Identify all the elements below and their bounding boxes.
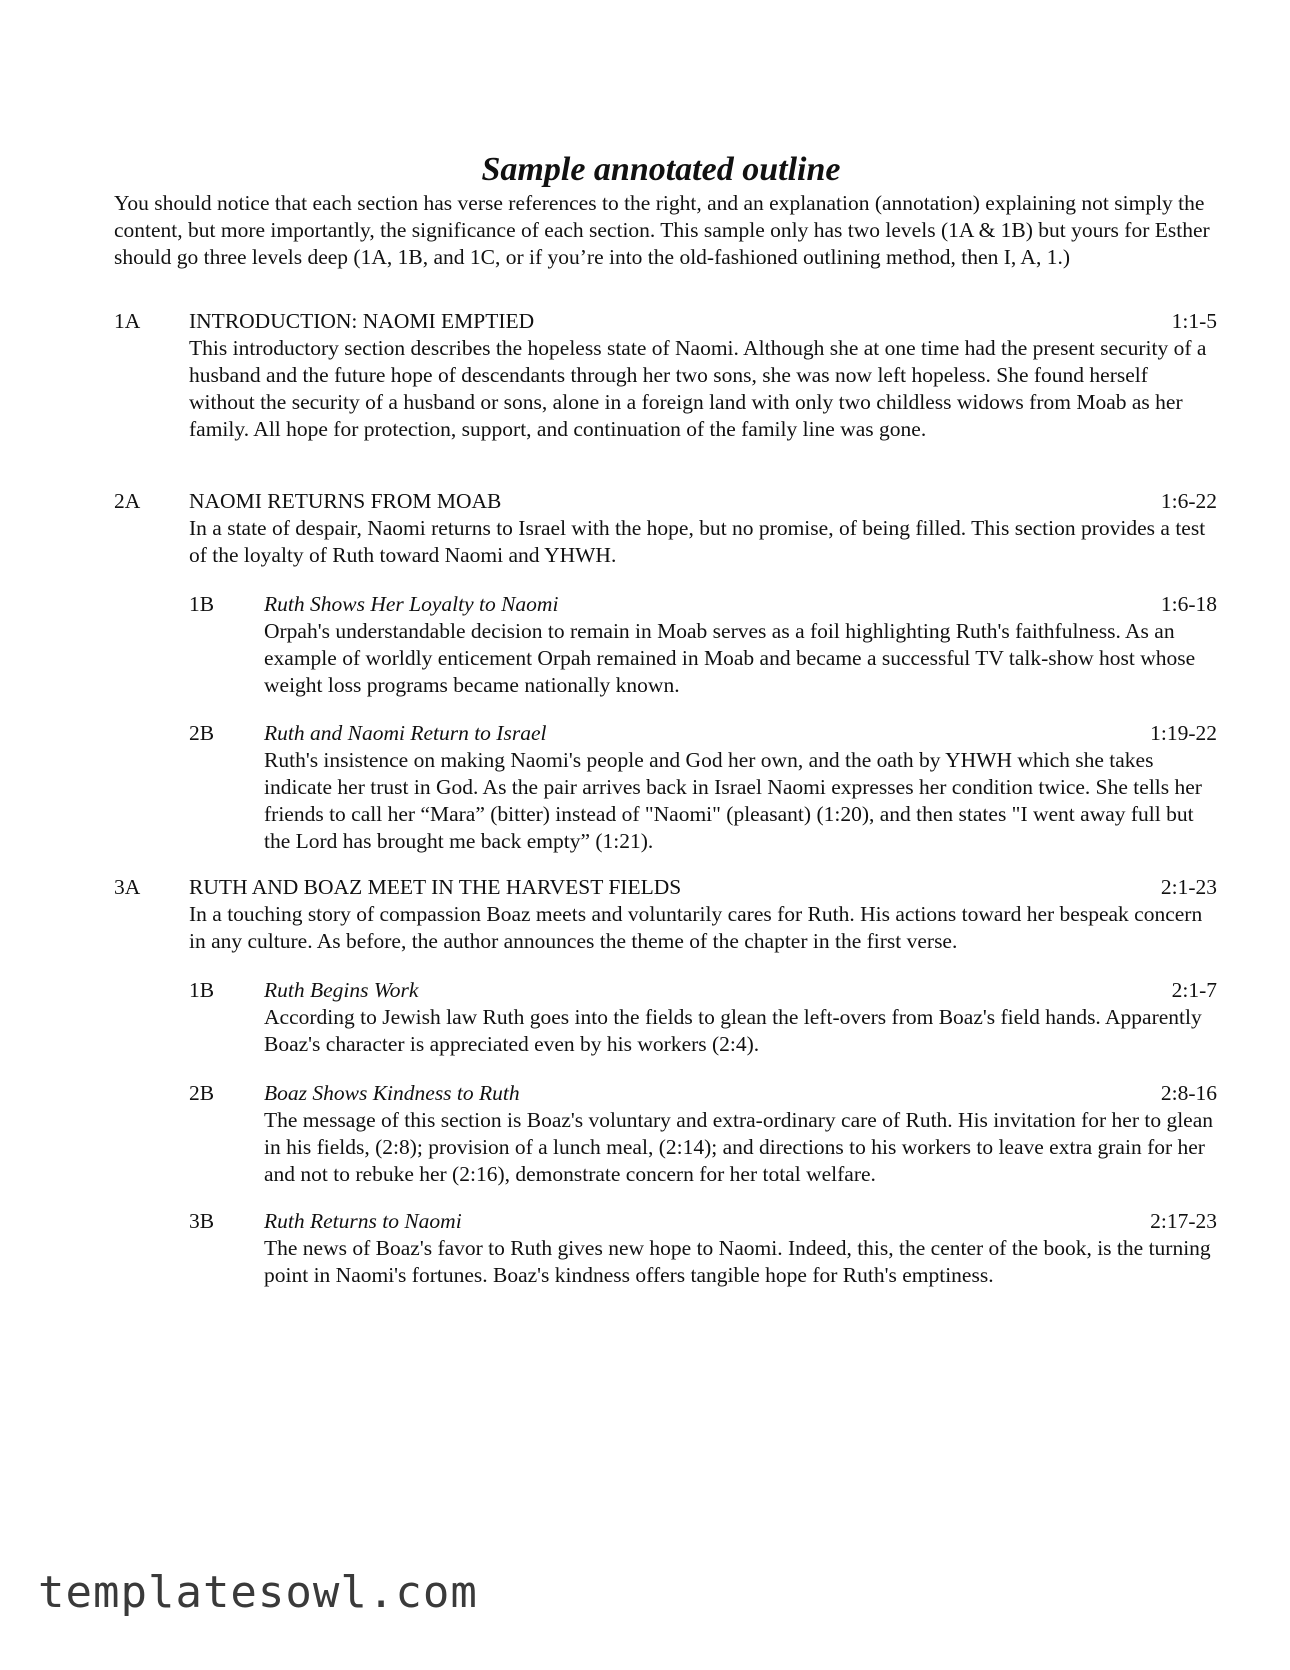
subsection-number: 2B: [189, 721, 215, 745]
subsection-heading: Ruth Begins Work: [264, 978, 419, 1002]
subsection-number: 2B: [189, 1081, 215, 1105]
section-number: 1A: [114, 309, 141, 333]
section-heading: INTRODUCTION: NAOMI EMPTIED: [189, 309, 535, 333]
section-annotation: In a state of despair, Naomi returns to Israel with the hope, but no promise, of being filled. This section provides a test of the loyalty of Ruth toward Naomi and YHWH.: [189, 516, 1206, 567]
outline-section-1a: [114, 308, 1217, 443]
section-annotation: This introductory section describes the hopeless state of Naomi. Although she at one time had the present security of a husband and the future hope of descendants through her two sons, she was now left hopeless. She found herself without the security of a husband or sons, alone in a foreign land with only two childless widows from Moab as her family. All hope for protection, support, and continuation of the family line was gone.: [189, 336, 1207, 441]
subsection-annotation: According to Jewish law Ruth goes into the fields to glean the left-overs from Boaz's field hands. Apparently Boaz's character is appreciated even by his workers (2:4).: [264, 1005, 1202, 1056]
verse-reference: 1:6-18: [1160, 592, 1217, 616]
verse-reference: 1:6-22: [1160, 489, 1217, 513]
section-heading: NAOMI RETURNS FROM MOAB: [189, 489, 502, 513]
subsection-annotation: Orpah's understandable decision to remain in Moab serves as a foil highlighting Ruth's faithfulness. As an example of worldly enticement Orpah remained in Moab and became a successful TV talk-show host whose weight loss programs became nationally known.: [264, 619, 1196, 697]
page-title: Sample annotated outline: [481, 151, 841, 188]
verse-reference: 2:1-7: [1171, 978, 1217, 1002]
outline-section-3a: [114, 874, 1217, 955]
intro-paragraph: You should notice that each section has verse references to the right, and an explanation (annotation) explaining not simply the content, but more importantly, the significance of each section. This sample only has two levels (1A & 1B) but yours for Esther should go three levels deep (1A, 1B, and 1C, or if you’re into the old-fashioned outlining method, then I, A, 1.): [114, 191, 1210, 269]
outline-subsection-3a-2b: [189, 1080, 1217, 1188]
outline-section-2a: [114, 488, 1217, 569]
outline-subsection-3a-3b: [189, 1208, 1217, 1289]
outline-subsection-3a-1b: [189, 977, 1217, 1058]
subsection-heading: Boaz Shows Kindness to Ruth: [264, 1081, 520, 1105]
verse-reference: 2:1-23: [1160, 875, 1217, 899]
section-annotation: In a touching story of compassion Boaz meets and voluntarily cares for Ruth. His actions toward her bespeak concern in any culture. As before, the author announces the theme of the chapter in the first verse.: [189, 902, 1203, 953]
subsection-annotation: Ruth's insistence on making Naomi's people and God her own, and the oath by YHWH which she takes indicate her trust in God. As the pair arrives back in Israel Naomi expresses her condition twice. She tells her friends to call her “Mara” (bitter) instead of "Naomi" (pleasant) (1:20), and then states "I went away full but the Lord has brought me back empty” (1:21).: [264, 748, 1202, 853]
watermark-text: templatesowl.com: [38, 1567, 478, 1618]
section-number: 2A: [114, 489, 141, 513]
subsection-heading: Ruth and Naomi Return to Israel: [264, 721, 547, 745]
outline-subsection-2a-2b: [189, 720, 1217, 855]
verse-reference: 1:1-5: [1171, 309, 1217, 333]
verse-reference: 1:19-22: [1150, 721, 1217, 745]
subsection-annotation: The message of this section is Boaz's voluntary and extra-ordinary care of Ruth. His invitation for her to glean in his fields, (2:8); provision of a lunch meal, (2:14); and directions to his workers to leave extra grain for her and not to rebuke her (2:16), demonstrate concern for her total welfare.: [264, 1108, 1214, 1186]
subsection-annotation: The news of Boaz's favor to Ruth gives new hope to Naomi. Indeed, this, the center of the book, is the turning point in Naomi's fortunes. Boaz's kindness offers tangible hope for Ruth's emptiness.: [264, 1236, 1211, 1287]
subsection-number: 1B: [189, 978, 215, 1002]
subsection-heading: Ruth Shows Her Loyalty to Naomi: [264, 592, 559, 616]
verse-reference: 2:17-23: [1150, 1209, 1217, 1233]
subsection-heading: Ruth Returns to Naomi: [264, 1209, 462, 1233]
subsection-number: 1B: [189, 592, 215, 616]
verse-reference: 2:8-16: [1160, 1081, 1217, 1105]
section-number: 3A: [114, 875, 141, 899]
outline-subsection-2a-1b: [189, 591, 1217, 699]
section-heading: RUTH AND BOAZ MEET IN THE HARVEST FIELDS: [189, 875, 682, 899]
subsection-number: 3B: [189, 1209, 215, 1233]
